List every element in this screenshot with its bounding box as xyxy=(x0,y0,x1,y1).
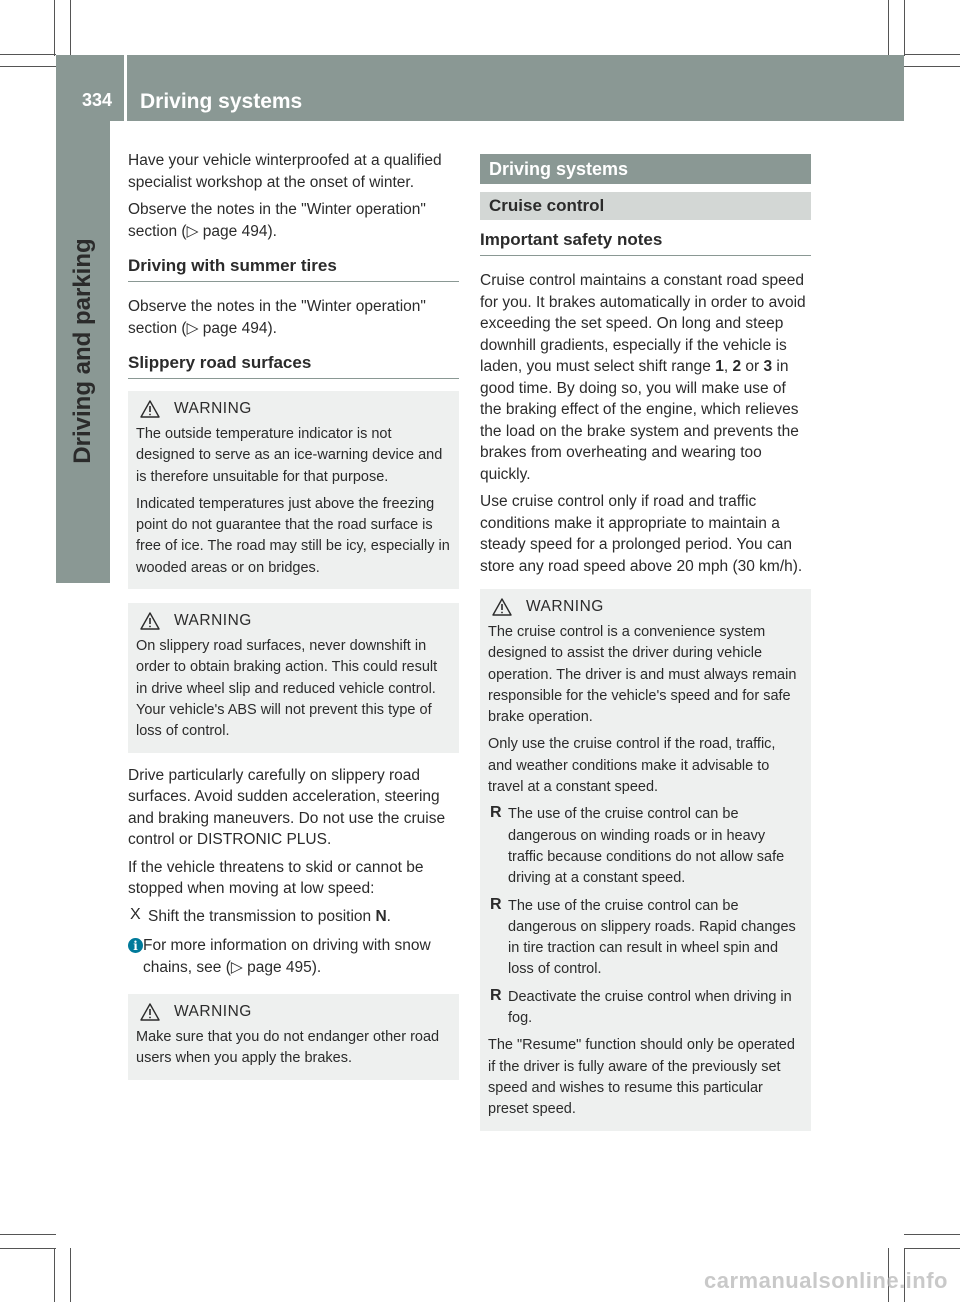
body-text: or xyxy=(741,358,764,375)
warning-bullet-text: The use of the cruise control can be dangerous on winding roads or in heavy traffic because conditions do not allow safe driving at a constant speed. xyxy=(508,806,785,887)
warning-triangle-icon xyxy=(140,1003,160,1021)
crop-mark xyxy=(904,54,960,55)
shift-range: 1 xyxy=(715,358,724,375)
warning-triangle-icon xyxy=(492,598,512,616)
intro-paragraph: Have your vehicle winterproofed at a qualified specialist workshop at the onset of winter. xyxy=(128,152,442,191)
crop-mark xyxy=(904,1248,960,1249)
warning-text: Make sure that you do not endanger other road users when you apply the brakes. xyxy=(136,1029,440,1067)
bullet-marker: R xyxy=(490,804,502,822)
crop-mark xyxy=(0,66,56,67)
warning-title: WARNING xyxy=(174,400,252,417)
header-divider xyxy=(124,55,127,121)
warning-bullet xyxy=(488,987,803,1030)
subsection-title-bar: Cruise control xyxy=(480,192,811,220)
crop-mark xyxy=(70,0,71,56)
warning-box xyxy=(128,603,459,752)
body-text: in good time. By doing so, you will make use of the braking effect of the engine, which relieves the load on the brake system and prevents the brakes from overheating and wearing too quickly. xyxy=(480,358,799,483)
warning-bullet xyxy=(488,896,803,981)
warning-title: WARNING xyxy=(174,612,252,630)
warning-box xyxy=(128,994,459,1080)
crop-mark xyxy=(904,1234,960,1235)
crop-mark xyxy=(70,1248,71,1302)
step-marker: X xyxy=(130,905,141,923)
bullet-marker: R xyxy=(490,895,502,913)
warning-header xyxy=(492,598,803,616)
warning-title: WARNING xyxy=(174,1003,252,1021)
warning-bullet-text: The use of the cruise control can be dangerous on slippery roads. Rapid changes in tire traction can result in wheel spin and loss of control. xyxy=(508,897,796,978)
crop-mark xyxy=(54,0,55,56)
crop-mark xyxy=(54,1248,55,1302)
warning-bullet-text: Deactivate the cruise control when driving in fog. xyxy=(508,988,792,1027)
section-heading-safety-notes: Important safety notes xyxy=(480,230,811,256)
warning-text: The cruise control is a convenience system designed to assist the driver during vehicle operation. The driver is and must always remain responsible for the vehicle's speed and for safe brake operation. xyxy=(488,624,797,726)
section-heading-slippery-roads: Slippery road surfaces xyxy=(128,353,459,379)
intro-paragraph: Observe the notes in the "Winter operation" section (▷ page 494). xyxy=(128,201,426,240)
crop-mark xyxy=(0,1248,56,1249)
crop-mark xyxy=(904,0,905,56)
watermark: carmanualsonline.info xyxy=(704,1268,948,1293)
section-title-bar: Driving systems xyxy=(480,154,811,184)
info-note xyxy=(128,935,459,978)
warning-header xyxy=(140,1003,451,1021)
crop-mark xyxy=(0,1234,56,1235)
crop-mark xyxy=(888,0,889,56)
section-heading-summer-tires: Driving with summer tires xyxy=(128,256,459,282)
warning-header xyxy=(140,612,451,630)
summer-tires-text: Observe the notes in the "Winter operation" section (▷ page 494). xyxy=(128,298,426,337)
instruction-step-text xyxy=(148,906,391,928)
warning-bullet xyxy=(488,804,803,889)
warning-text: The "Resume" function should only be operated if the driver is fully aware of the previously set speed and wishes to resume this particular preset speed. xyxy=(488,1037,795,1118)
right-column xyxy=(480,154,811,1131)
warning-triangle-icon xyxy=(140,612,160,630)
body-paragraph: Use cruise control only if road and traffic conditions make it appropriate to maintain a steady speed for a prolonged period. You can store any road speed above 20 mph (30 km/h). xyxy=(480,493,803,575)
warning-text: Only use the cruise control if the road, traffic, and weather conditions make it advisable to travel at a constant speed. xyxy=(488,736,776,796)
shift-range: 3 xyxy=(763,358,773,375)
warning-header xyxy=(140,400,451,418)
bullet-marker: R xyxy=(490,986,502,1004)
instruction-step xyxy=(128,906,459,928)
chapter-side-tab-label: Driving and parking xyxy=(69,238,96,464)
warning-text: The outside temperature indicator is not designed to serve as an ice-warning device and is therefore unsuitable for that purpose. xyxy=(136,426,443,485)
body-paragraph: If the vehicle threatens to skid or cannot be stopped when moving at low speed: xyxy=(128,858,424,898)
step-text-end: . xyxy=(386,907,391,925)
body-text: , xyxy=(723,358,733,375)
info-icon: i xyxy=(128,938,143,953)
step-text: Shift the transmission to position xyxy=(148,907,376,925)
body-text: Cruise control maintains a constant road speed for you. It brakes automatically in order to avoid exceeding the set speed. On long and steep downhill gradients, especially if the vehicle is laden, you must select shift range xyxy=(480,272,806,375)
warning-box xyxy=(480,589,811,1131)
shift-range: 2 xyxy=(732,358,742,375)
page-number: 334 xyxy=(82,90,113,110)
warning-title: WARNING xyxy=(526,598,604,615)
left-column xyxy=(128,150,459,1080)
gear-position: N xyxy=(375,907,387,925)
crop-mark xyxy=(904,66,960,67)
warning-box xyxy=(128,391,459,589)
info-text: For more information on driving with snow chains, see (▷ page 495). xyxy=(143,937,431,976)
body-paragraph xyxy=(480,270,811,485)
crop-mark xyxy=(0,54,56,55)
warning-text: Indicated temperatures just above the freezing point do not guarantee that the road surface is free of ice. The road may still be icy, especially in wooded areas or on bridges. xyxy=(136,495,450,576)
body-paragraph: Drive particularly carefully on slippery road surfaces. Avoid sudden acceleration, steering and braking maneuvers. Do not use the cruise control or DISTRONIC PLUS. xyxy=(128,766,446,849)
warning-triangle-icon xyxy=(140,400,160,418)
page-header-title: Driving systems xyxy=(140,90,303,113)
warning-text: On slippery road surfaces, never downshift in order to obtain braking action. This could result in drive wheel slip and reduced vehicle control. Your vehicle's ABS will not prevent this type of loss of control. xyxy=(136,638,438,740)
